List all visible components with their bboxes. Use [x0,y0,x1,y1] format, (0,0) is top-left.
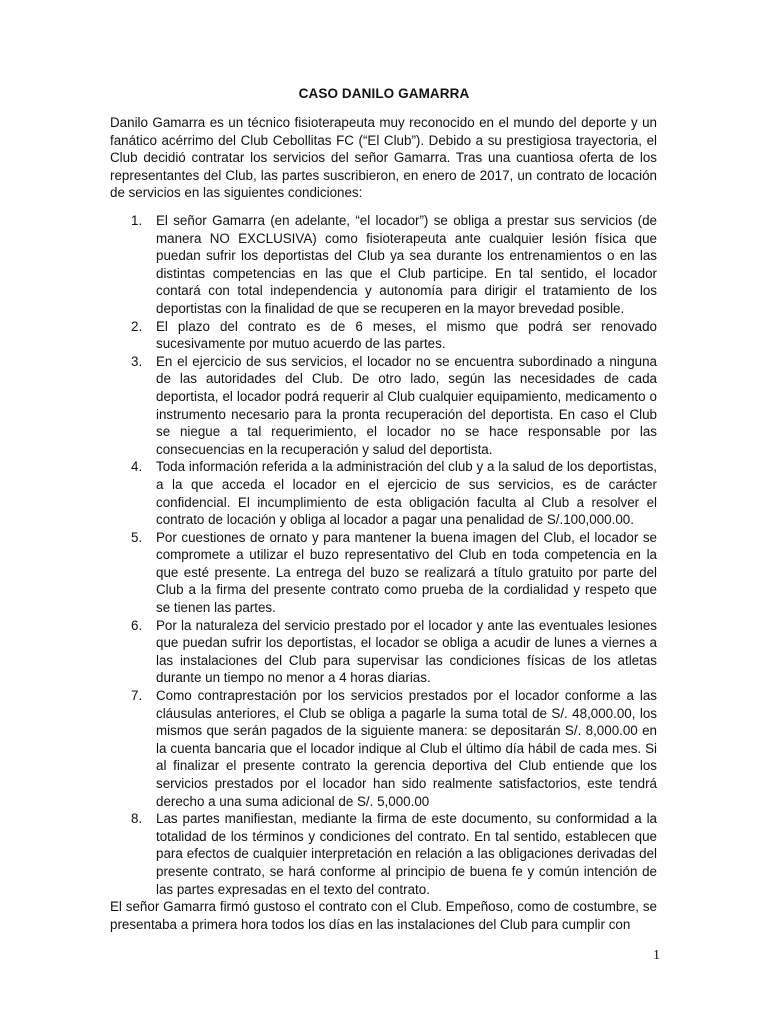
clause-text: Como contraprestación por los servicios prestados por el locador conforme a las cláusulas anteriores, el Club se obliga a pagarle la suma total de S/. 48,000.00, los mismos que serán pagados de la siguiente manera: se depositarán S/. 8,000.00 en la cuenta bancaria que el locador indique al Club el último día hábil de cada mes. Si al finalizar el presente contrato la gerencia deportiva del Club entiende que los servicios prestados por el locador han sido realmente satisfactorios, este tendrá derecho a una suma adicional de S/. 5,000.00 [156,688,657,809]
closing-paragraph: El señor Gamarra firmó gustoso el contrato con el Club. Empeñoso, como de costumbre, se presentaba a primera hora todos los días en las instalaciones del Club para cumplir con [110,899,657,932]
clause-number: 3. [131,353,143,369]
clause-item [110,353,657,459]
clause-text: El señor Gamarra (en adelante, “el locador”) se obliga a prestar sus servicios (de manera NO EXCLUSIVA) como fisioterapeuta ante cualquier lesión física que puedan sufrir los deportistas del Club ya sea durante los entrenamientos o en las distintas competencias en las que el Club participe. En tal sentido, el locador contará con total independencia y autonomía para dirigir el tratamiento de los deportistas con la finalidad de que se recuperen en la mayor brevedad posible. [156,213,657,316]
clause-number: 8. [131,811,143,827]
intro-paragraph: Danilo Gamarra es un técnico fisioterapeuta muy reconocido en el mundo del deporte y un fanático acérrimo del Club Cebollitas FC (“El Club”). Debido a su prestigiosa trayectoria, el Club decidió contratar los servicios del señor Gamarra. Tras una cuantiosa oferta de los representantes del Club, las partes suscribieron, en enero de 2017, un contrato de locación de servicios en las siguientes condiciones: [110,115,657,201]
page-number: 1 [653,948,660,963]
clause-item [110,810,657,898]
clause-number: 5. [131,529,143,545]
clause-number: 1. [131,213,143,228]
clause-item [110,318,657,353]
clause-text: Toda información referida a la administración del club y a la salud de los deportistas, a la que acceda el locador en el ejercicio de sus servicios, es de carácter confidencial. El incumplimiento de esta obligación faculta al Club a resolver el contrato de locación y obliga al locador a pagar una penalidad de S/.100,000.00. [156,459,657,528]
clause-item [110,458,657,528]
clause-text: El plazo del contrato es de 6 meses, el mismo que podrá ser renovado sucesivamente por mutuo acuerdo de las partes. [156,318,657,352]
clause-text: Por la naturaleza del servicio prestado por el locador y ante las eventuales lesiones que puedan sufrir los deportistas, el locador se obliga a acudir de lunes a viernes a las instalaciones del Club para supervisar las condiciones físicas de los atletas durante un tiempo no menor a 4 horas diarias. [156,617,657,686]
clause-number: 7. [131,688,143,704]
clause-number: 2. [131,318,143,334]
clause-item [110,617,657,687]
clause-item [110,212,657,318]
clause-text: Por cuestiones de ornato y para mantener la buena imagen del Club, el locador se compromete a utilizar el buzo representativo del Club en toda competencia en la que esté presente. La entrega del buzo se realizará a título gratuito por parte del Club a la firma del presente contrato como prueba de la cordialidad y respeto que se tienen las partes. [156,529,657,616]
clause-number: 4. [131,459,143,475]
clause-item [110,529,657,617]
document-title: CASO DANILO GAMARRA [298,86,470,101]
clause-list [110,212,657,898]
clause-text: Las partes manifiestan, mediante la firma de este documento, su conformidad a la totalidad de los términos y condiciones del contrato. En tal sentido, establecen que para efectos de cualquier interpretación en relación a las obligaciones derivadas del presente contrato, se hará conforme al principio de buena fe y común intención de las partes expresadas en el texto del contrato. [156,811,657,897]
clause-text: En el ejercicio de sus servicios, el locador no se encuentra subordinado a ninguna de las autoridades del Club. De otro lado, según las necesidades de cada deportista, el locador podrá requerir al Club cualquier equipamiento, medicamento o instrumento necesario para la pronta recuperación del deportista. En caso el Club se niegue a tal requerimiento, el locador no se hace responsable por las consecuencias en la recuperación y salud del deportista. [156,353,657,457]
clause-item [110,687,657,810]
clause-number: 6. [131,617,143,633]
